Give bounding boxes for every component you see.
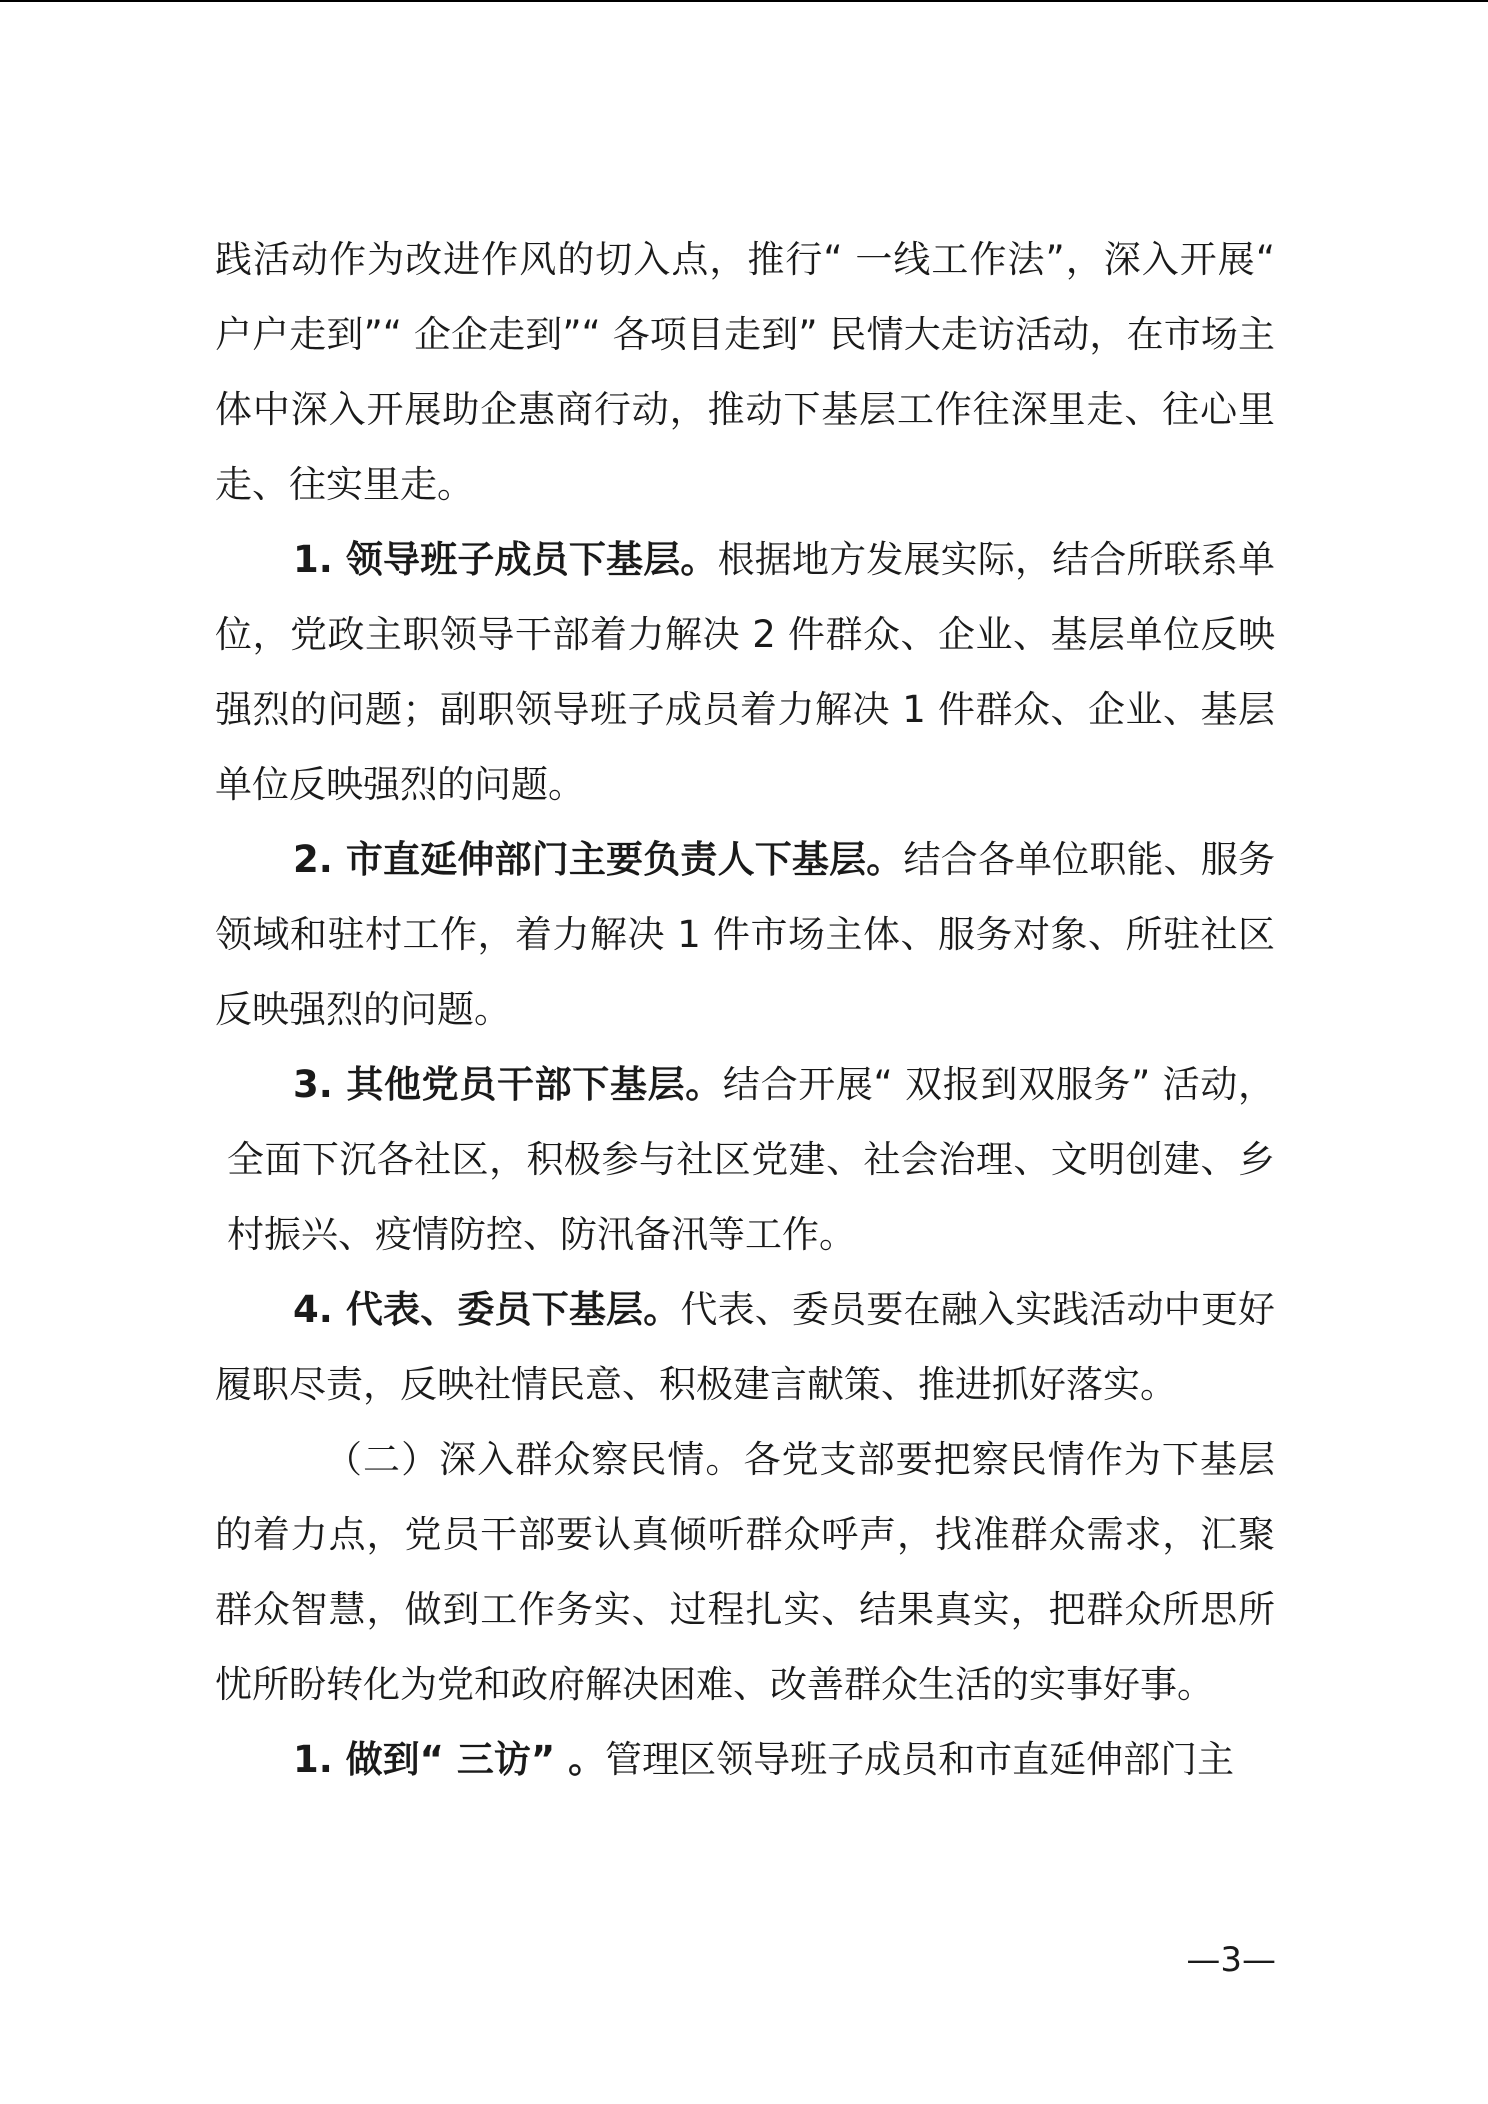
- item-3-heading: 3. 其他党员干部下基层。: [293, 1063, 723, 1106]
- item-2-text: 结合各单位职能、服务领域和驻村工作，着力解决 1 件市场主体、服务对象、所驻社区反映强烈的问题。: [215, 838, 1276, 1031]
- item-4-heading: 4. 代表、委员下基层。: [293, 1288, 681, 1331]
- item-3-text: 结合开展“ 双报到双服务” 活动，全面下沉各社区，积极参与社区党建、社会治理、文明创建、乡村振兴、疫情防控、防汛备汛等工作。: [227, 1063, 1275, 1256]
- body-text: [215, 222, 1275, 1797]
- item-4-text: 代表、委员要在融入实践活动中更好履职尽责，反映社情民意、积极建言献策、推进抓好落实。: [215, 1288, 1275, 1406]
- item-2-heading: 2. 市直延伸部门主要负责人下基层。: [293, 838, 904, 881]
- item-3-paragraph: [215, 1047, 1275, 1272]
- item-4-paragraph: [215, 1272, 1275, 1422]
- item-1-heading: 1. 领导班子成员下基层。: [293, 538, 718, 581]
- section-2-paragraph: （二）深入群众察民情。各党支部要把察民情作为下基层的着力点，党员干部要认真倾听群众呼声，找准群众需求，汇聚群众智慧，做到工作务实、过程扎实、结果真实，把群众所思所忧所盼转化为党和政府解决困难、改善群众生活的实事好事。: [215, 1438, 1275, 1706]
- item-5-heading: 1. 做到“ 三访” 。: [293, 1738, 606, 1781]
- item-1-paragraph: [215, 522, 1275, 822]
- item-2-paragraph: [215, 822, 1275, 1047]
- page-number: —3—: [1186, 1940, 1276, 1980]
- item-5-text: 管理区领导班子成员和市直延伸部门主: [605, 1738, 1235, 1781]
- item-1-text: 根据地方发展实际，结合所联系单位，党政主职领导干部着力解决 2 件群众、企业、基层单位反映强烈的问题；副职领导班子成员着力解决 1 件群众、企业、基层单位反映强烈的问题。: [215, 538, 1276, 806]
- top-border-line: [0, 0, 1488, 2]
- item-5-paragraph: [215, 1722, 1275, 1797]
- intro-paragraph: 践活动作为改进作风的切入点，推行“ 一线工作法”，深入开展“ 户户走到”“ 企企走到”“ 各项目走到” 民情大走访活动，在市场主体中深入开展助企惠商行动，推动下基层工作往深里走、往心里走、往实里走。: [215, 238, 1275, 506]
